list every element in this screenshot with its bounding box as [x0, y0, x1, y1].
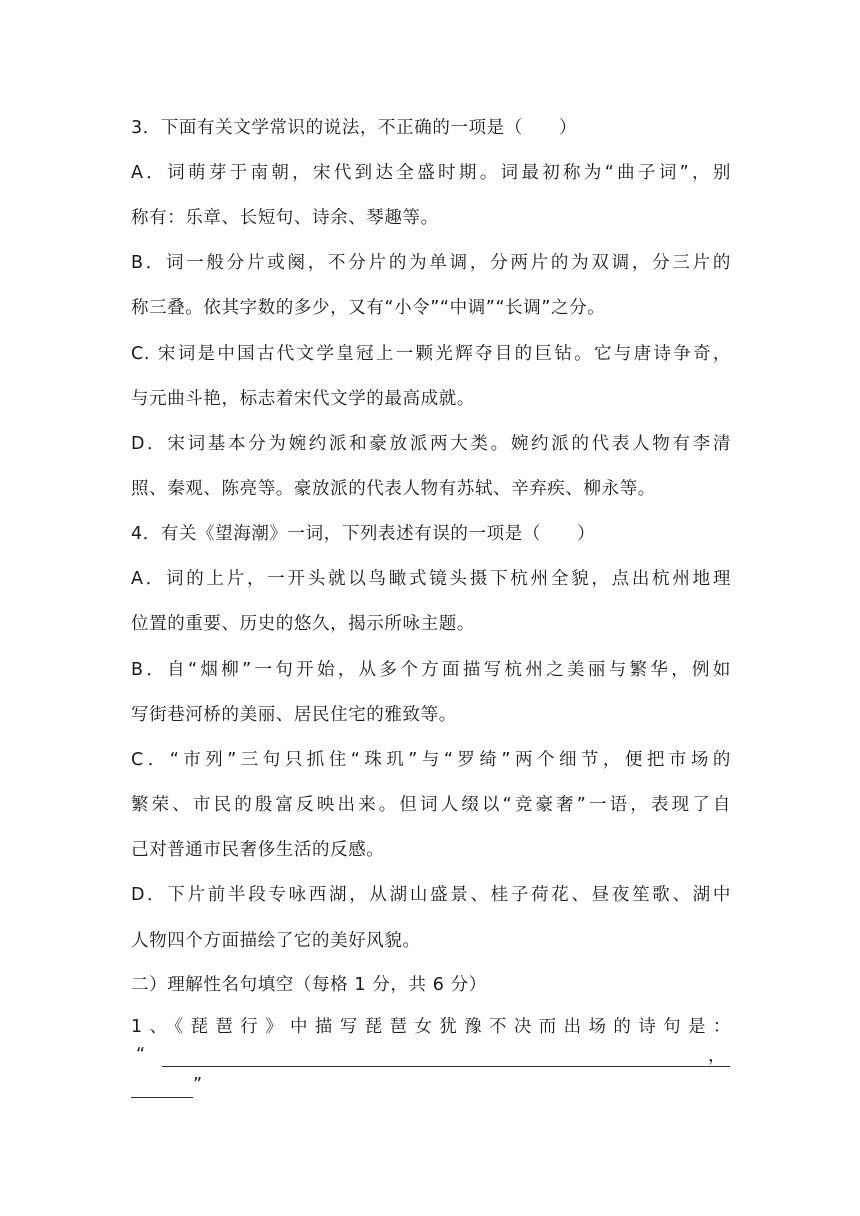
q3-option-d-line2: 照、秦观、陈亮等。豪放派的代表人物有苏轼、辛弃疾、柳永等。	[131, 479, 656, 499]
q4-option-b-line2: 写街巷河桥的美丽、居民住宅的雅致等。	[131, 705, 457, 725]
q4-option-d-line1: D．下片前半段专咏西湖，从湖山盛景、桂子荷花、昼夜笙歌、湖中	[131, 885, 731, 905]
comma-mark: ，	[708, 1046, 726, 1066]
question-4-stem: 4．有关《望海潮》一词，下列表述有误的一项是（ ）	[131, 524, 596, 544]
section-2-heading: 二）理解性名句填空（每格 1 分，共 6 分）	[131, 975, 487, 995]
q3-option-c-line2: 与元曲斗艳，标志着宋代文学的最高成就。	[131, 389, 475, 409]
q4-option-a-line2: 位置的重要、历史的悠久，揭示所咏主题。	[131, 614, 475, 634]
q3-option-b-line2: 称三叠。依其字数的多少，又有“小令”“中调”“长调”之分。	[131, 298, 606, 318]
q4-option-d-line2: 人物四个方面描绘了它的美好风貌。	[131, 931, 421, 951]
question-3-stem: 3．下面有关文学常识的说法，不正确的一项是（ ）	[131, 118, 578, 138]
q4-option-b-line1: B．自“烟柳”一句开始，从多个方面描写杭州之美丽与繁华，例如	[131, 660, 731, 680]
fill-in-question-1-prompt: 1、《琵琶行》中描写琵琶女犹豫不决而出场的诗句是：	[131, 1017, 731, 1037]
q3-option-d-line1: D．宋词基本分为婉约派和豪放派两大类。婉约派的代表人物有李清	[131, 434, 731, 454]
q4-option-c-line2: 繁荣、市民的殷富反映出来。但词人缀以“竞豪奢”一语，表现了自	[131, 795, 731, 815]
open-quote-mark: “	[136, 1045, 146, 1065]
answer-blank-1	[162, 1066, 730, 1067]
close-quote-mark: ”	[193, 1075, 203, 1095]
q4-option-c-line1: C．“市列”三句只抓住“珠玑”与“罗绮”两个细节，便把市场的	[131, 750, 731, 770]
q3-option-a-line2: 称有：乐章、长短句、诗余、琴趣等。	[131, 208, 439, 228]
q4-option-c-line3: 己对普通市民奢侈生活的反感。	[131, 840, 385, 860]
q3-option-a-line1: A．词萌芽于南朝，宋代到达全盛时期。词最初称为“曲子词”，别	[131, 163, 731, 183]
q3-option-b-line1: B．词一般分片或阕，不分片的为单调，分两片的为双调，分三片的	[131, 253, 731, 273]
answer-blank-2	[131, 1097, 193, 1098]
q3-option-c-line1: C. 宋词是中国古代文学皇冠上一颗光辉夺目的巨钻。它与唐诗争奇，	[131, 344, 731, 364]
q4-option-a-line1: A．词的上片，一开头就以鸟瞰式镜头摄下杭州全貌，点出杭州地理	[131, 569, 731, 589]
